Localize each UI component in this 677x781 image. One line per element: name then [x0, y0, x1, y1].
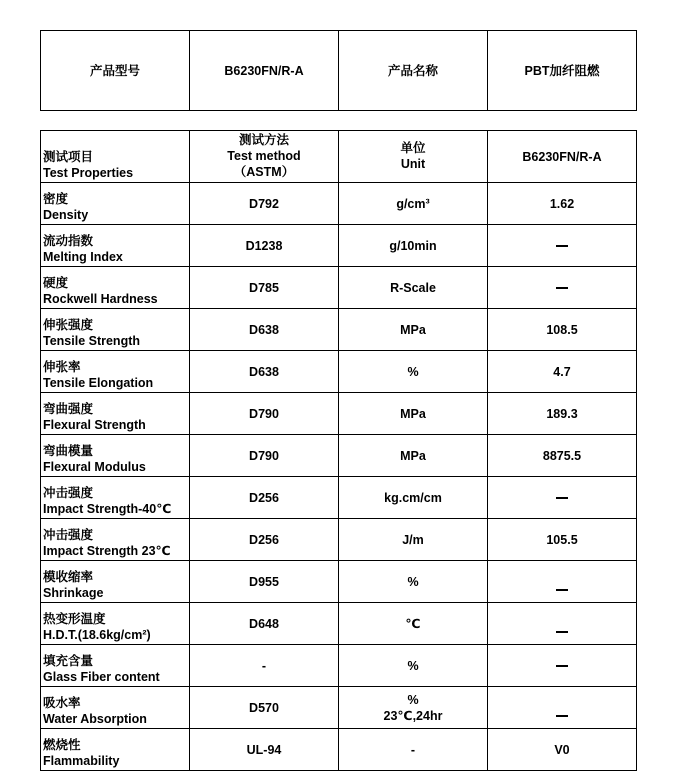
property-name-en: Rockwell Hardness — [43, 292, 158, 306]
property-name-zh: 弯曲模量 — [43, 444, 94, 458]
property-name-zh: 热变形温度 — [43, 612, 106, 626]
property-name-en: Flexural Modulus — [43, 460, 146, 474]
unit-line-2: 23℃,24hr — [383, 708, 443, 723]
table-row — [41, 351, 637, 393]
property-name-zh: 伸张强度 — [43, 318, 94, 332]
table-row — [41, 729, 637, 771]
table-row — [41, 183, 637, 225]
method-cell: D638 — [190, 309, 339, 351]
method-header — [190, 131, 339, 183]
property-name-en: Impact Strength-40℃ — [43, 502, 172, 516]
property-name-zh: 模收缩率 — [43, 570, 94, 584]
property-cell — [41, 309, 190, 351]
method-cell: - — [190, 645, 339, 687]
property-cell — [41, 603, 190, 645]
property-name-zh: 燃烧性 — [43, 738, 81, 752]
model-value: B6230FN/R-A — [190, 31, 339, 111]
model-label: 产品型号 — [41, 31, 190, 111]
value-cell-empty — [488, 225, 637, 267]
property-cell — [41, 267, 190, 309]
spec-body — [41, 183, 637, 771]
dash-mark — [556, 665, 568, 667]
property-cell — [41, 351, 190, 393]
table-row — [41, 477, 637, 519]
property-header — [41, 131, 190, 183]
method-cell: D955 — [190, 561, 339, 603]
table-row — [41, 267, 637, 309]
unit-cell: MPa — [339, 309, 488, 351]
property-name-zh: 密度 — [43, 192, 69, 206]
method-header-std: （ASTM） — [233, 165, 295, 179]
value-cell: 1.62 — [488, 183, 637, 225]
unit-line-1: % — [407, 692, 419, 707]
method-cell: D785 — [190, 267, 339, 309]
value-cell: 105.5 — [488, 519, 637, 561]
property-cell — [41, 225, 190, 267]
property-name-en: H.D.T.(18.6kg/cm²) — [43, 628, 151, 642]
method-cell: D256 — [190, 519, 339, 561]
table-row — [41, 393, 637, 435]
unit-cell: MPa — [339, 435, 488, 477]
value-cell: 189.3 — [488, 393, 637, 435]
method-cell: D570 — [190, 687, 339, 729]
value-cell-empty — [488, 645, 637, 687]
value-cell-empty — [488, 477, 637, 519]
unit-cell: % — [339, 645, 488, 687]
value-cell-empty — [488, 687, 637, 729]
method-header-zh: 测试方法 — [238, 133, 289, 147]
unit-cell: R-Scale — [339, 267, 488, 309]
property-name-en: Shrinkage — [43, 586, 104, 600]
name-label: 产品名称 — [339, 31, 488, 111]
value-cell: 8875.5 — [488, 435, 637, 477]
method-cell: D792 — [190, 183, 339, 225]
property-name-zh: 伸张率 — [43, 360, 81, 374]
property-name-en: Flexural Strength — [43, 418, 146, 432]
table-row — [41, 687, 637, 729]
unit-cell: J/m — [339, 519, 488, 561]
product-header-row — [41, 31, 637, 111]
property-name-en: Glass Fiber content — [43, 670, 160, 684]
unit-header-en: Unit — [400, 157, 426, 171]
method-cell: D1238 — [190, 225, 339, 267]
dash-mark — [556, 287, 568, 289]
property-name-zh: 填充含量 — [43, 654, 94, 668]
property-name-zh: 吸水率 — [43, 696, 81, 710]
property-name-en: Impact Strength 23℃ — [43, 544, 171, 558]
unit-cell: % — [339, 351, 488, 393]
dash-mark — [556, 497, 568, 499]
method-cell: D648 — [190, 603, 339, 645]
unit-cell: ℃ — [339, 603, 488, 645]
property-cell — [41, 519, 190, 561]
table-row — [41, 435, 637, 477]
table-row — [41, 519, 637, 561]
property-cell — [41, 393, 190, 435]
property-name-zh: 硬度 — [43, 276, 69, 290]
spec-table — [40, 130, 637, 771]
property-cell — [41, 729, 190, 771]
property-name-zh: 冲击强度 — [43, 486, 94, 500]
property-name-en: Density — [43, 208, 89, 222]
property-cell — [41, 645, 190, 687]
unit-header-zh: 单位 — [400, 141, 426, 155]
property-header-en: Test Properties — [43, 166, 134, 180]
dash-mark — [556, 631, 568, 633]
unit-cell: MPa — [339, 393, 488, 435]
method-header-en: Test method — [227, 149, 301, 163]
name-value: PBT加纤阻燃 — [488, 31, 637, 111]
property-name-zh: 流动指数 — [43, 234, 94, 248]
property-name-en: Flammability — [43, 754, 120, 768]
property-name-en: Tensile Elongation — [43, 376, 154, 390]
table-row — [41, 561, 637, 603]
property-name-en: Tensile Strength — [43, 334, 141, 348]
property-cell — [41, 183, 190, 225]
property-header-zh: 测试项目 — [43, 150, 94, 164]
spec-header-row — [41, 131, 637, 183]
dash-mark — [556, 245, 568, 247]
dash-mark — [556, 715, 568, 717]
table-row — [41, 645, 637, 687]
value-header: B6230FN/R-A — [488, 131, 637, 183]
dash-mark — [556, 589, 568, 591]
method-cell: D256 — [190, 477, 339, 519]
value-cell-empty — [488, 561, 637, 603]
method-cell: D790 — [190, 393, 339, 435]
table-row — [41, 309, 637, 351]
unit-cell: kg.cm/cm — [339, 477, 488, 519]
property-name-en: Melting Index — [43, 250, 123, 264]
method-cell: D790 — [190, 435, 339, 477]
value-cell: 4.7 — [488, 351, 637, 393]
property-cell — [41, 435, 190, 477]
value-cell-empty — [488, 603, 637, 645]
product-header-table — [40, 30, 637, 111]
value-cell-empty — [488, 267, 637, 309]
method-cell: D638 — [190, 351, 339, 393]
property-name-zh: 弯曲强度 — [43, 402, 94, 416]
table-row — [41, 603, 637, 645]
unit-cell: g/10min — [339, 225, 488, 267]
unit-cell: % — [339, 561, 488, 603]
property-cell — [41, 561, 190, 603]
method-cell: UL-94 — [190, 729, 339, 771]
value-cell: V0 — [488, 729, 637, 771]
unit-cell: g/cm³ — [339, 183, 488, 225]
unit-cell — [339, 687, 488, 729]
property-name-en: Water Absorption — [43, 712, 147, 726]
unit-header — [339, 131, 488, 183]
unit-cell: - — [339, 729, 488, 771]
property-cell — [41, 687, 190, 729]
value-cell: 108.5 — [488, 309, 637, 351]
table-row — [41, 225, 637, 267]
property-cell — [41, 477, 190, 519]
property-name-zh: 冲击强度 — [43, 528, 94, 542]
